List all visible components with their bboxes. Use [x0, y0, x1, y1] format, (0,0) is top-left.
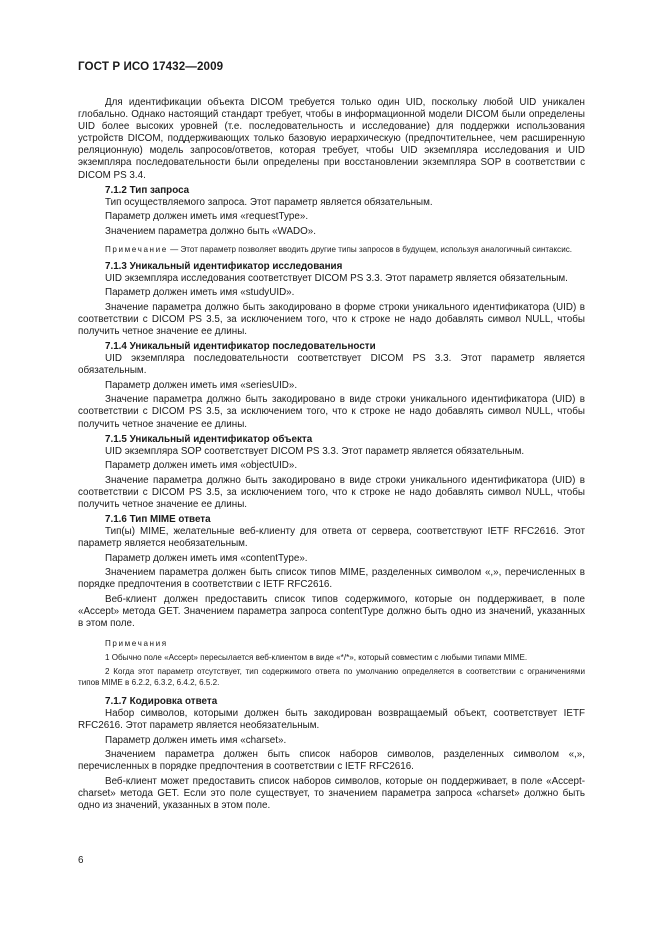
section-7-1-4-title: 7.1.4 Уникальный идентификатор последовательности: [105, 341, 376, 353]
section-7-1-7-p4: Веб-клиент может предоставить список наборов символов, которые он поддерживает, в поле «Accept-charset» метода GET. Если это поле существует, то значением параметра запроса «charset» должно быть одно из значений, указанных в этом поле.: [78, 775, 585, 811]
section-7-1-6-p3: Значением параметра должен быть список типов MIME, разделенных символом «,», перечисленных в порядке предпочтения в соответствии с IETF RFC2616.: [78, 567, 585, 591]
section-7-1-7-p3: Значением параметра должен быть список наборов символов, разделенных символом «,», перечисленных в порядке предпочтения в соответствии с IETF RFC2616.: [78, 749, 585, 773]
document-body: [78, 97, 585, 812]
section-7-1-6-note-2: 2 Когда этот параметр отсутствует, тип содержимого ответа по умолчанию определяется в соответствии с ограничениями типов MIME в 6.2.2, 6.3.2, 6.4.2, 6.5.2.: [78, 666, 585, 687]
section-7-1-6-p4: Веб-клиент должен предоставить список типов содержимого, которые он поддерживает, в поле «Accept» метода GET. Значением параметра запроса contentType должно быть одно из значений, указанных в этом поле.: [78, 593, 585, 629]
section-7-1-3-p2: Параметр должен иметь имя «studyUID».: [105, 287, 295, 299]
note-label: Примечание: [105, 244, 168, 254]
section-7-1-7-p1: Набор символов, которыми должен быть закодирован возвращаемый объект, соответствует IETF RFC2616. Этот параметр является необязательным.: [78, 708, 585, 732]
section-7-1-5-p1: UID экземпляра SOP соответствует DICOM PS 3.3. Этот параметр является обязательным.: [105, 445, 525, 457]
section-7-1-6-p2: Параметр должен иметь имя «contentType».: [105, 552, 308, 564]
section-7-1-2-p1: Тип осуществляемого запроса. Этот параметр является обязательным.: [105, 196, 433, 208]
section-7-1-4-p3: Значение параметра должно быть закодировано в виде строки уникального идентификатора (UID) в соответствии с DICOM PS 3.5, за исключением того, что к строке не надо добавлять символ NULL, чтобы получить четное значение ее длины.: [78, 394, 585, 430]
section-7-1-2-title: 7.1.2 Тип запроса: [105, 184, 190, 196]
section-7-1-2-p3: Значением параметра должно быть «WADO».: [105, 225, 317, 237]
section-7-1-2-p2: Параметр должен иметь имя «requestType».: [105, 211, 309, 223]
page-number: 6: [78, 855, 84, 866]
section-7-1-6-title: 7.1.6 Тип MIME ответа: [105, 513, 211, 525]
section-7-1-5-title: 7.1.5 Уникальный идентификатор объекта: [105, 433, 313, 445]
note-text: — Этот параметр позволяет вводить другие типы запросов в будущем, используя аналогичный синтаксис.: [167, 244, 573, 254]
section-7-1-3-title: 7.1.3 Уникальный идентификатор исследования: [105, 260, 343, 272]
section-7-1-7-p2: Параметр должен иметь имя «charset».: [105, 734, 287, 746]
section-7-1-6-notes-title: Примечания: [105, 638, 168, 648]
section-7-1-6-p1: Тип(ы) MIME, желательные веб-клиенту для ответа от сервера, соответствуют IETF RFC2616. Этот параметр является необязательным.: [78, 526, 585, 550]
section-7-1-4-p2: Параметр должен иметь имя «seriesUID».: [105, 379, 298, 391]
section-7-1-3-p1: UID экземпляра исследования соответствует DICOM PS 3.3. Этот параметр является обязательным.: [105, 272, 568, 284]
section-7-1-3-p3: Значение параметра должно быть закодировано в форме строки уникального идентификатора (UID) в соответствии с DICOM PS 3.5, за исключением того, что к строке не надо добавлять символ NULL, чтобы получить четное значение ее длины.: [78, 301, 585, 338]
section-7-1-4-p1: UID экземпляра последовательности соответствует DICOM PS 3.3. Этот параметр является обязательным.: [78, 353, 585, 377]
section-7-1-6-note-1: 1 Обычно поле «Accept» пересылается веб-клиентом в виде «*/*», который совместим с любыми типами MIME.: [105, 652, 528, 662]
standard-header: ГОСТ Р ИСО 17432—2009: [78, 60, 224, 73]
section-7-1-5-p2: Параметр должен иметь имя «objectUID».: [105, 460, 298, 472]
section-7-1-5-p3: Значение параметра должно быть закодировано в виде строки уникального идентификатора (UID) в соответствии с DICOM PS 3.5, за исключением того, что к строке не надо добавлять символ NULL, чтобы получить четное значение ее длины.: [78, 474, 585, 510]
section-7-1-2-note: [78, 244, 585, 255]
intro-paragraph: Для идентификации объекта DICOM требуется только один UID, поскольку любой UID уникален глобально. Однако настоящий стандарт требует, чтобы в информационной модели DICOM были определены UID более высоких уровней (т.е. последовательность и исследование) для поддержки использования устройств DICOM, поддерживающих только базовую иерархическую (предпочтительнее, чем расширенную реляционную) модель запросов/ответов, которая требует, чтобы UID экземпляра исследования и UID экземпляра последовательности были определены при восстановлении экземпляра SOP в соответствии с DICOM PS 3.4.: [78, 97, 585, 181]
section-7-1-7-title: 7.1.7 Кодировка ответа: [105, 695, 218, 707]
